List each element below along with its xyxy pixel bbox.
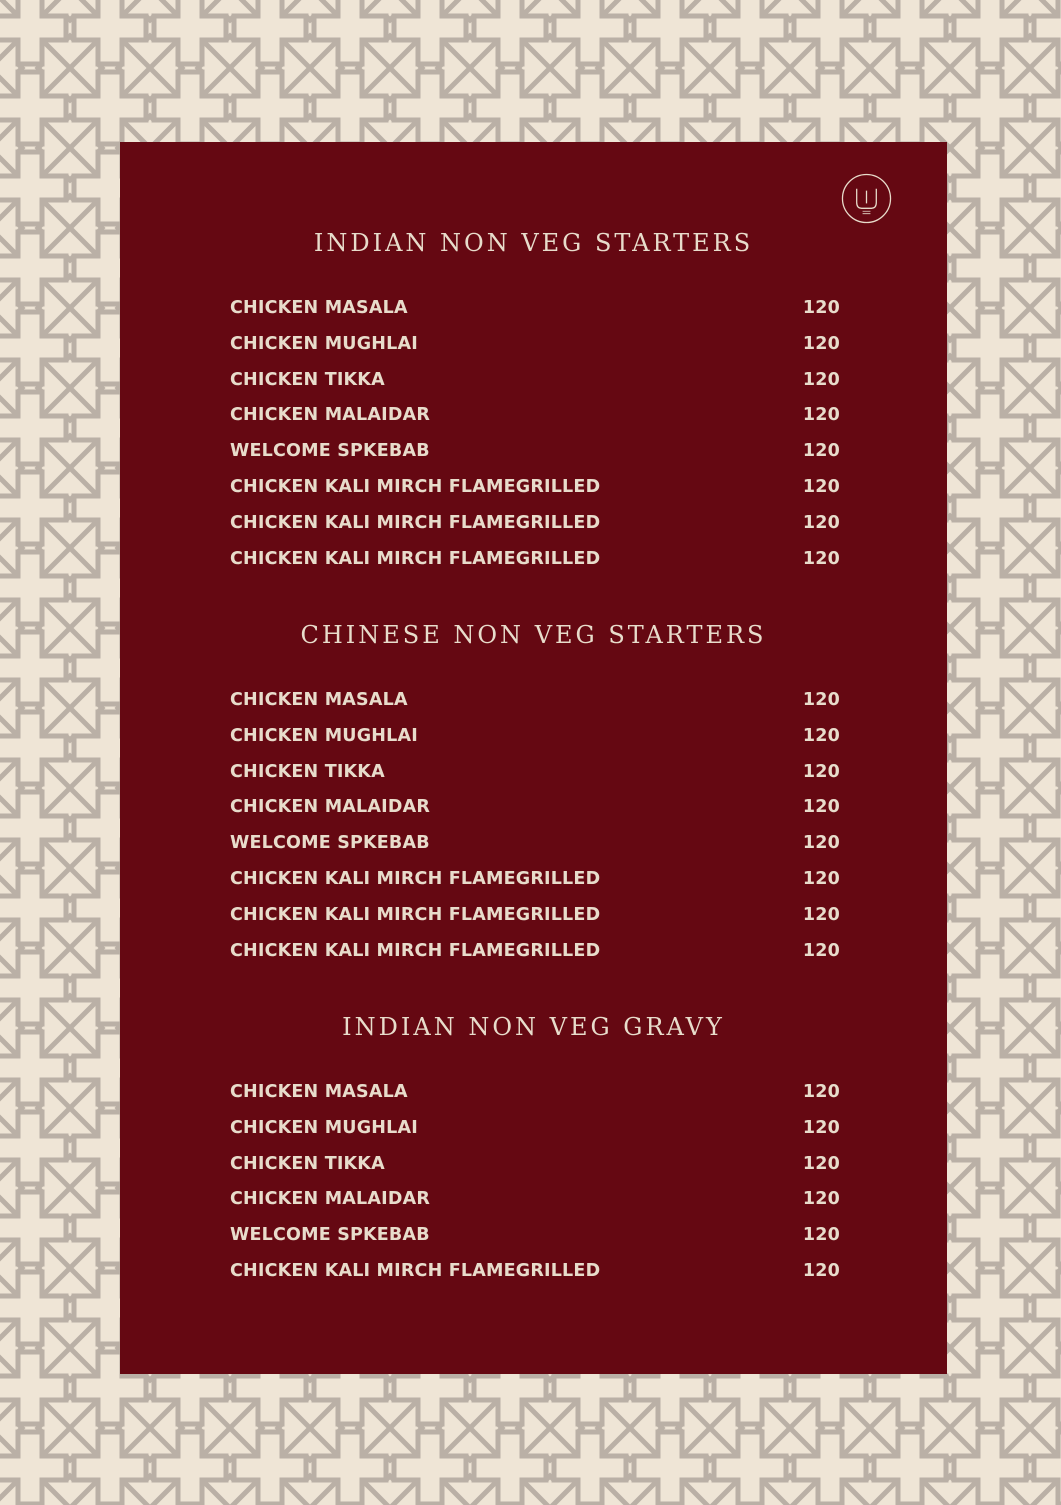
- item-name: CHICKEN KALI MIRCH FLAMEGRILLED: [230, 477, 601, 498]
- item-price: 120: [802, 1081, 840, 1102]
- item-price: 120: [802, 441, 840, 462]
- menu-card: [120, 142, 947, 1374]
- list-item: [230, 1253, 840, 1289]
- item-name: CHICKEN MALAIDAR: [230, 405, 431, 426]
- item-price: 120: [802, 512, 840, 533]
- list-item: [230, 718, 840, 754]
- item-price: 120: [802, 797, 840, 818]
- item-name: CHICKEN MASALA: [230, 689, 408, 710]
- item-price: 120: [802, 689, 840, 710]
- list-item: [230, 505, 840, 541]
- item-price: 120: [802, 477, 840, 498]
- item-price: 120: [802, 869, 840, 890]
- item-name: CHICKEN TIKKA: [230, 369, 385, 390]
- item-name: CHICKEN TIKKA: [230, 1153, 385, 1174]
- item-name: WELCOME SPKEBAB: [230, 1225, 430, 1246]
- item-price: 120: [802, 405, 840, 426]
- list-item: [230, 933, 840, 969]
- list-item: [230, 433, 840, 469]
- item-name: CHICKEN KALI MIRCH FLAMEGRILLED: [230, 940, 601, 961]
- list-item: [230, 541, 840, 577]
- item-name: CHICKEN KALI MIRCH FLAMEGRILLED: [230, 1261, 601, 1282]
- section-title-chinese-starters: CHINESE NON VEG STARTERS: [300, 621, 767, 649]
- item-name: CHICKEN MUGHLAI: [230, 333, 418, 354]
- item-price: 120: [802, 940, 840, 961]
- indian-gravy-list: [230, 1074, 840, 1289]
- list-item: [230, 790, 840, 826]
- indian-starters-list: [230, 290, 840, 577]
- item-price: 120: [802, 548, 840, 569]
- list-item: [230, 1110, 840, 1146]
- section-title-indian-starters: INDIAN NON VEG STARTERS: [313, 229, 754, 257]
- list-item: [230, 1146, 840, 1182]
- item-price: 120: [802, 1225, 840, 1246]
- chinese-starters-list: [230, 682, 840, 969]
- list-item: [230, 398, 840, 434]
- item-price: 120: [802, 333, 840, 354]
- item-price: 120: [802, 369, 840, 390]
- item-name: CHICKEN MASALA: [230, 1081, 408, 1102]
- item-name: CHICKEN TIKKA: [230, 761, 385, 782]
- item-name: CHICKEN MALAIDAR: [230, 1189, 431, 1210]
- item-price: 120: [802, 1153, 840, 1174]
- item-name: CHICKEN KALI MIRCH FLAMEGRILLED: [230, 512, 601, 533]
- list-item: [230, 362, 840, 398]
- item-price: 120: [802, 1189, 840, 1210]
- list-item: [230, 1074, 840, 1110]
- item-price: 120: [802, 833, 840, 854]
- list-item: [230, 290, 840, 326]
- list-item: [230, 326, 840, 362]
- item-price: 120: [802, 1261, 840, 1282]
- item-name: CHICKEN MASALA: [230, 297, 408, 318]
- item-price: 120: [802, 725, 840, 746]
- item-name: CHICKEN MALAIDAR: [230, 797, 431, 818]
- list-item: [230, 469, 840, 505]
- list-item: [230, 1182, 840, 1218]
- list-item: [230, 861, 840, 897]
- list-item: [230, 897, 840, 933]
- item-price: 120: [802, 1117, 840, 1138]
- item-name: CHICKEN KALI MIRCH FLAMEGRILLED: [230, 904, 601, 925]
- list-item: [230, 825, 840, 861]
- list-item: [230, 1217, 840, 1253]
- crown-w-emblem-icon: [841, 173, 892, 224]
- item-price: 120: [802, 904, 840, 925]
- item-name: WELCOME SPKEBAB: [230, 833, 430, 854]
- item-name: CHICKEN KALI MIRCH FLAMEGRILLED: [230, 548, 601, 569]
- item-price: 120: [802, 761, 840, 782]
- item-name: CHICKEN MUGHLAI: [230, 1117, 418, 1138]
- item-name: WELCOME SPKEBAB: [230, 441, 430, 462]
- section-title-indian-gravy: INDIAN NON VEG GRAVY: [342, 1013, 725, 1041]
- list-item: [230, 682, 840, 718]
- item-price: 120: [802, 297, 840, 318]
- list-item: [230, 754, 840, 790]
- item-name: CHICKEN KALI MIRCH FLAMEGRILLED: [230, 869, 601, 890]
- item-name: CHICKEN MUGHLAI: [230, 725, 418, 746]
